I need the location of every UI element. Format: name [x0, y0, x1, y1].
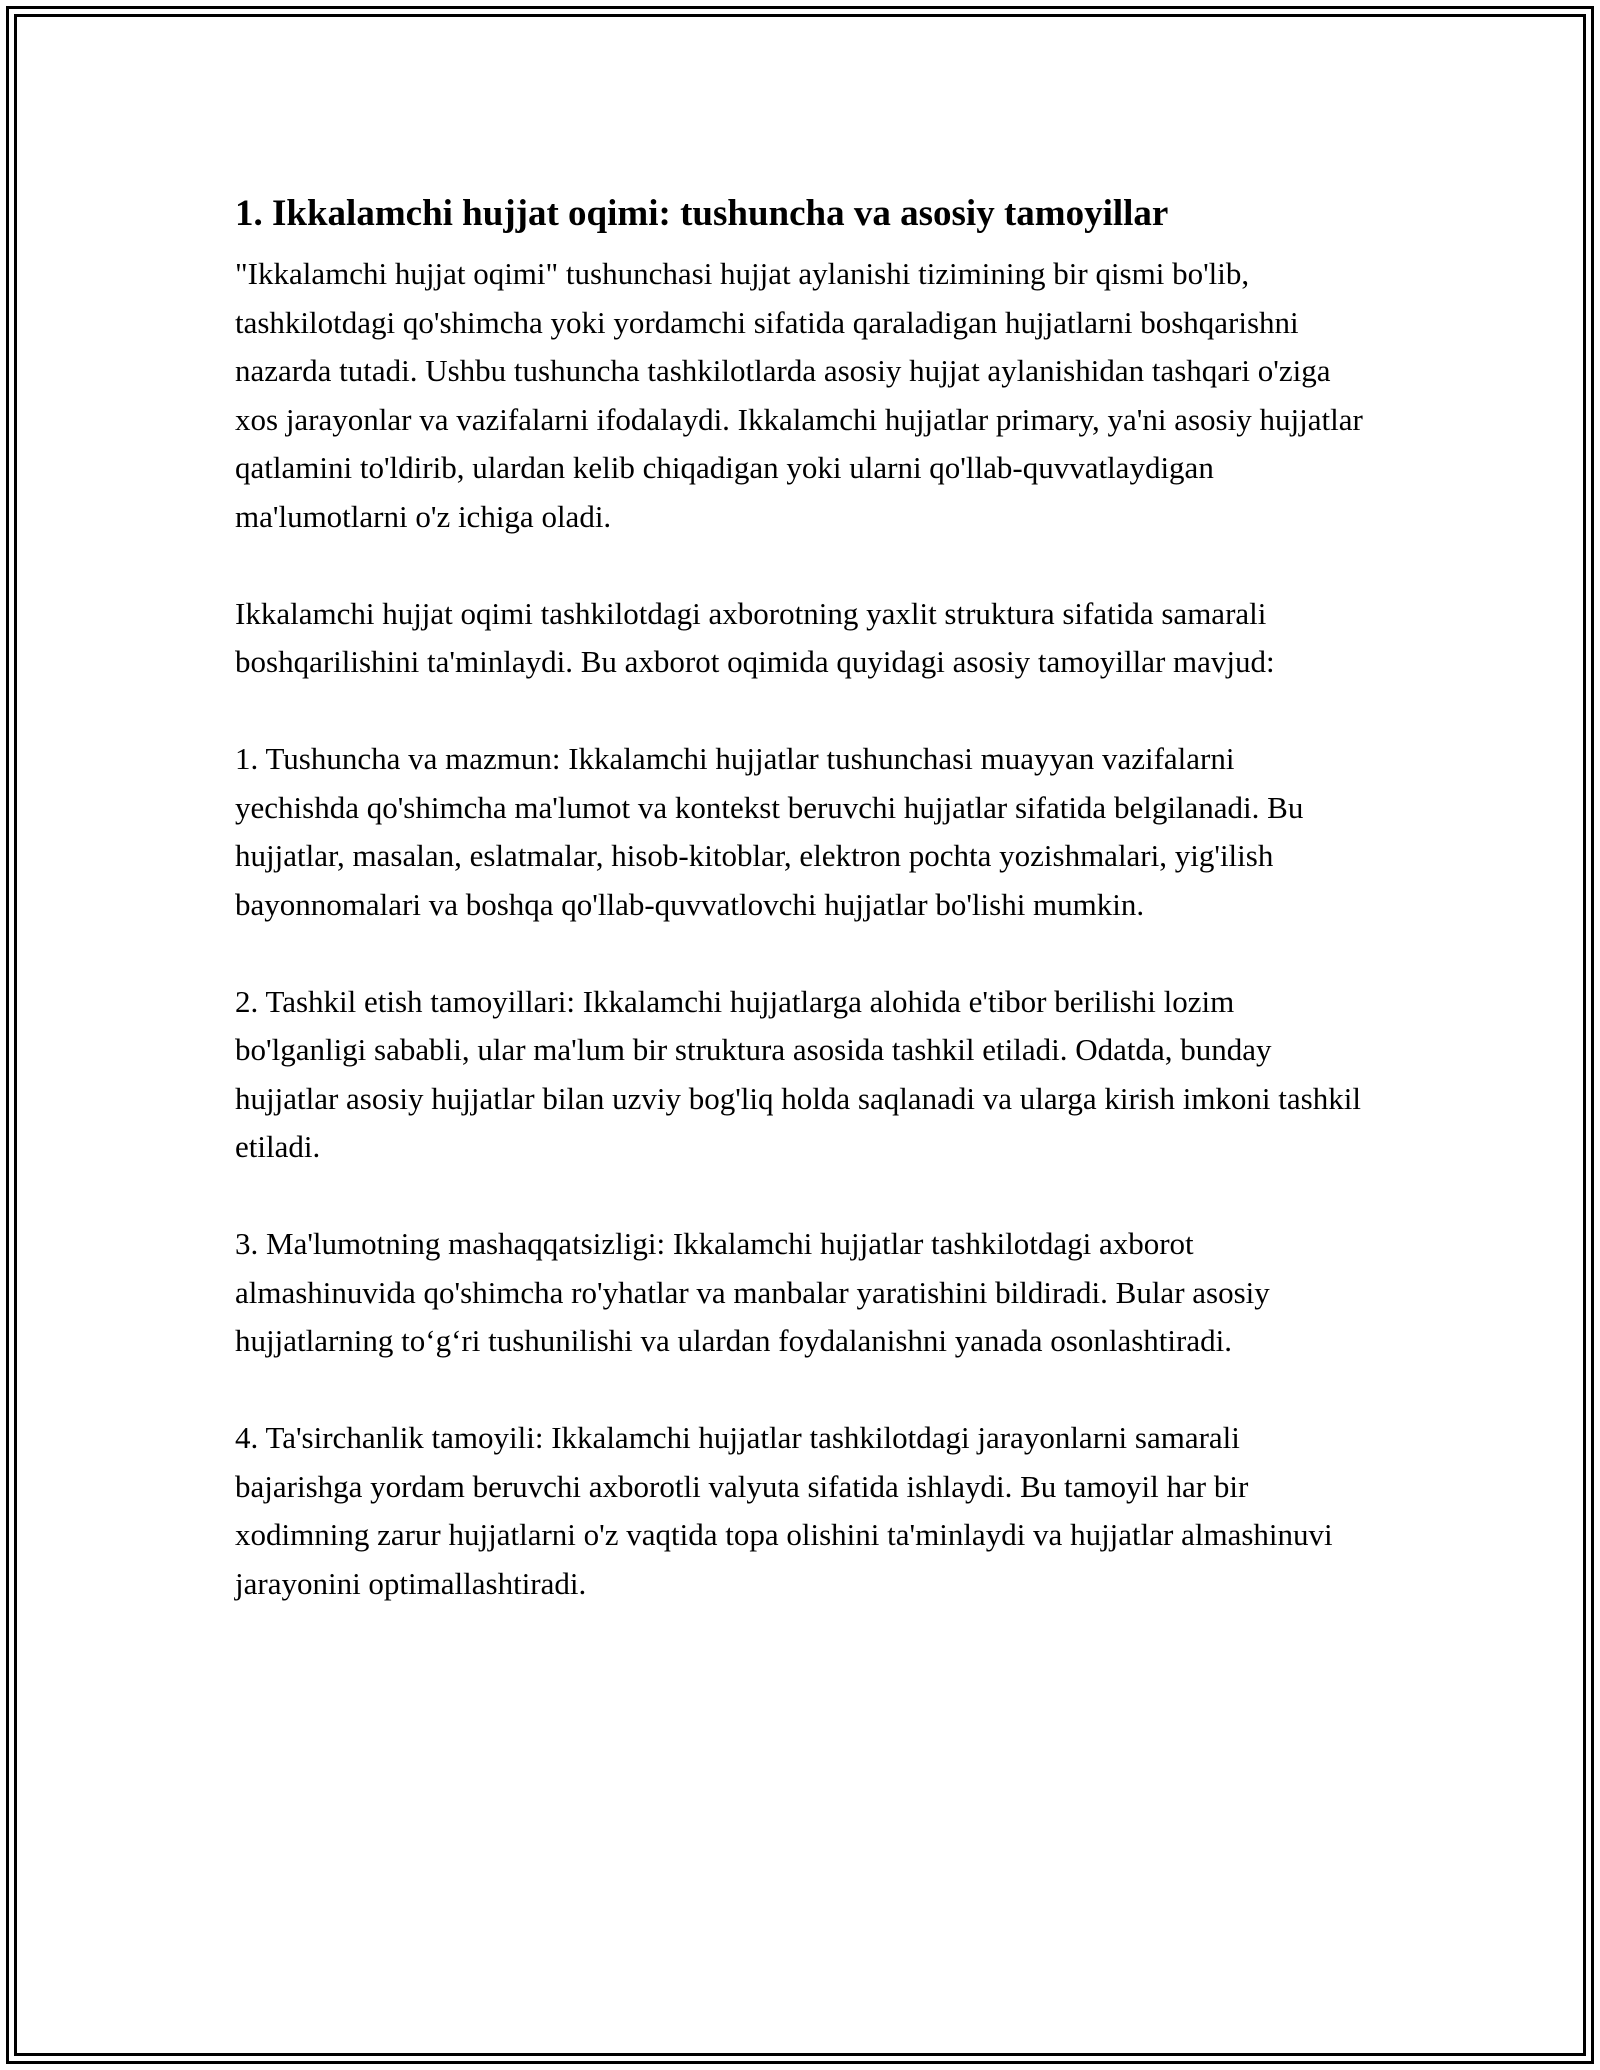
list-item-effectiveness: 4. Ta'sirchanlik tamoyili: Ikkalamchi hujjatlar tashkilotdagi jarayonlarni samarali bajarishga yordam beruvchi axborotli valyuta sifatida ishlaydi. Bu tamoyil har bir xodimning zarur hujjatlarni o'z vaqtida topa olishini ta'minlaydi va hujjatlar almashinuvi jarayonini optimallashtiradi.	[235, 1420, 1333, 1601]
section-heading: 1. Ikkalamchi hujjat oqimi: tushuncha va asosiy tamoyillar	[235, 193, 1169, 234]
list-item-concept: 1. Tushuncha va mazmun: Ikkalamchi hujjatlar tushunchasi muayyan vazifalarni yechishda qo'shimcha ma'lumot va kontekst beruvchi hujjatlar sifatida belgilanadi. Bu hujjatlar, masalan, eslatmalar, hisob-kitoblar, elektron pochta yozishmalari, yig'ilish bayonnomalari va boshqa qo'llab-quvvatlovchi hujjatlar bo'lishi mumkin.	[235, 741, 1304, 922]
document-body	[235, 184, 1365, 1657]
list-item-organization: 2. Tashkil etish tamoyillari: Ikkalamchi hujjatlarga alohida e'tibor berilishi lozim bo'lganligi sababli, ular ma'lum bir struktura asosida tashkil etiladi. Odatda, bunday hujjatlar asosiy hujjatlar bilan uzviy bog'liq holda saqlanadi va ularga kirish imkoni tashkil etiladi.	[235, 983, 1361, 1164]
paragraph-principles-intro: Ikkalamchi hujjat oqimi tashkilotdagi axborotning yaxlit struktura sifatida samarali boshqarilishini ta'minlaydi. Bu axborot oqimida quyidagi asosiy tamoyillar mavjud:	[235, 595, 1275, 679]
paragraph-intro: "Ikkalamchi hujjat oqimi" tushunchasi hujjat aylanishi tizimining bir qismi bo'lib, tashkilotdagi qo'shimcha yoki yordamchi sifatida qaraladigan hujjatlarni boshqarishni nazarda tutadi. Ushbu tushuncha tashkilotlarda asosiy hujjat aylanishidan tashqari o'ziga xos jarayonlar va vazifalarni ifodalaydi. Ikkalamchi hujjatlar primary, ya'ni asosiy hujjatlar qatlamini to'ldirib, ulardan kelib chiqadigan yoki ularni qo'llab-quvvatlaydigan ma'lumotlarni o'z ichiga oladi.	[235, 256, 1363, 534]
list-item-information: 3. Ma'lumotning mashaqqatsizligi: Ikkalamchi hujjatlar tashkilotdagi axborot almashinuvida qo'shimcha ro'yhatlar va manbalar yaratishini bildiradi. Bular asosiy hujjatlarning to‘g‘ri tushunilishi va ulardan foydalanishni yanada osonlashtiradi.	[235, 1226, 1270, 1358]
